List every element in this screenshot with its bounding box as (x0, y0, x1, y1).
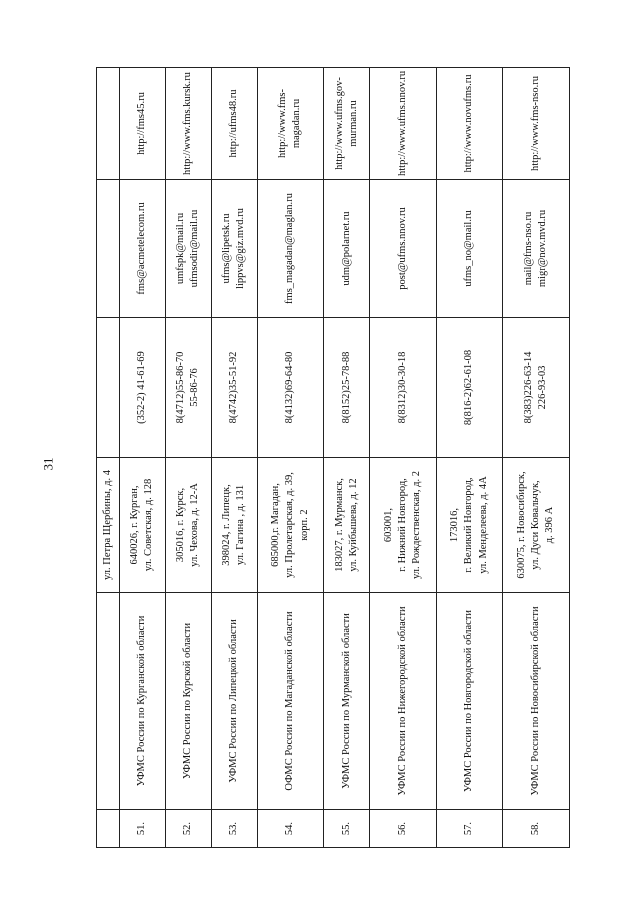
email-line[interactable]: post@ufms.nnov.ru (396, 207, 408, 290)
rotated-table-inner (96, 68, 570, 848)
phone-cell (324, 318, 370, 458)
row-number-cell: 56. (370, 810, 437, 848)
continuation-email-cell (97, 180, 120, 318)
email-line[interactable]: ufms@lipetsk.ru (221, 213, 233, 284)
phone-line: 8(4712)55-86-70 (175, 351, 187, 424)
email-cell (120, 180, 166, 318)
email-line[interactable]: mail@fms-nso.ru (522, 211, 534, 286)
table-row (324, 68, 370, 848)
website-cell (503, 68, 570, 180)
address-line: ул. Советская, д. 128 (143, 478, 155, 572)
address-line: ул. Менделеева, д. 4А (477, 476, 489, 574)
email-line[interactable]: migr@nov.mvd.ru (537, 209, 549, 288)
address-cell (503, 458, 570, 593)
address-cell (211, 458, 257, 593)
address-cell (165, 458, 211, 593)
row-number-cell: 58. (503, 810, 570, 848)
table-row (257, 68, 324, 848)
address-line: 685000,г. Магадан, (270, 483, 282, 567)
row-number-cell: 51. (120, 810, 166, 848)
address-cell (370, 458, 437, 593)
row-number-cell: 57. (436, 810, 503, 848)
continuation-row (97, 68, 120, 848)
address-line: 640026, г. Курган, (129, 485, 141, 565)
phone-line: 8(383)226-63-14 (522, 351, 534, 424)
email-line[interactable]: umfspk@mail.ru (175, 212, 187, 285)
continuation-phone-cell (97, 318, 120, 458)
office-name-cell: ОФМС России по Магаданской области (257, 593, 324, 810)
office-name-cell: УФМС России по Липецкой области (211, 593, 257, 810)
email-line[interactable]: ufmsodir@mail.ru (189, 209, 201, 288)
row-number-cell: 52. (165, 810, 211, 848)
office-name-cell: УФМС России по Курской области (165, 593, 211, 810)
website-cell (211, 68, 257, 180)
address-line: 630075, г. Новосибирск, (515, 471, 527, 579)
email-line[interactable]: udm@polarnet.ru (340, 211, 352, 286)
email-cell (211, 180, 257, 318)
address-line: 173016, (449, 507, 461, 543)
website-line[interactable]: murman.ru (347, 100, 359, 147)
website-line[interactable]: http://ufms48.ru (228, 89, 240, 158)
address-cell (257, 458, 324, 593)
phone-cell (436, 318, 503, 458)
website-cell (165, 68, 211, 180)
website-line[interactable]: http://www.novufms.ru (463, 74, 475, 173)
office-name-cell: УФМС России по Курганской области (120, 593, 166, 810)
continuation-name-cell (97, 593, 120, 810)
row-number-cell: 53. (211, 810, 257, 848)
address-cell (324, 458, 370, 593)
address-line: 183027, г. Мурманск, (333, 478, 345, 572)
website-cell (324, 68, 370, 180)
phone-cell (211, 318, 257, 458)
row-number-cell: 55. (324, 810, 370, 848)
rotated-table-frame (96, 68, 570, 848)
address-line: г. Великий Новгород, (463, 477, 475, 573)
table-row (436, 68, 503, 848)
phone-cell (120, 318, 166, 458)
phone-line: 226-93-03 (537, 365, 549, 410)
email-cell (165, 180, 211, 318)
website-line[interactable]: http://www.fms- (277, 88, 289, 159)
email-cell (257, 180, 324, 318)
address-line: 398024, г. Липецк, (221, 484, 233, 566)
office-name-cell: УФМС России по Новгородской области (436, 593, 503, 810)
email-line[interactable]: lippvs@giz.mvd.ru (235, 208, 247, 289)
table-row (503, 68, 570, 848)
website-line[interactable]: http://www.fms.kursk.ru (182, 72, 194, 175)
phone-cell (165, 318, 211, 458)
office-name-cell: УФМС России по Нижегородской области (370, 593, 437, 810)
row-number-cell: 54. (257, 810, 324, 848)
website-cell (257, 68, 324, 180)
email-cell (370, 180, 437, 318)
phone-line: 8(4742)35-51-92 (228, 351, 240, 424)
website-cell (436, 68, 503, 180)
website-line[interactable]: http://www.ufms.gov- (333, 77, 345, 170)
office-name-cell: УФМС России по Мурманской области (324, 593, 370, 810)
continuation-address-cell: ул. Петра Щербины, д. 4 (97, 458, 120, 593)
phone-line: 8(8152)25-78-88 (340, 351, 352, 424)
address-line: ул. Куйбышева, д. 12 (347, 478, 359, 572)
email-line[interactable]: fms_magadan@maglan.ru (284, 193, 296, 304)
website-line[interactable]: http://www.fms-nso.ru (530, 76, 542, 171)
continuation-site-cell (97, 68, 120, 180)
phone-cell (257, 318, 324, 458)
email-line[interactable]: ufms_no@mail.ru (463, 210, 475, 287)
website-cell (370, 68, 437, 180)
address-cell (120, 458, 166, 593)
phone-cell (503, 318, 570, 458)
address-line: ул. Пролетарская, д. 39, (284, 472, 296, 578)
address-cell (436, 458, 503, 593)
phone-line: (352-2) 41-61-69 (136, 351, 148, 424)
phone-line: 8(8312)30-30-18 (396, 351, 408, 424)
website-line[interactable]: http://fms45.ru (136, 92, 148, 155)
phone-cell (370, 318, 437, 458)
table-row (165, 68, 211, 848)
table-row (370, 68, 437, 848)
website-cell (120, 68, 166, 180)
website-line[interactable]: http://www.ufms.nnov.ru (396, 70, 408, 176)
email-cell (436, 180, 503, 318)
phone-line: 55-86-76 (189, 368, 201, 407)
address-line: г. Нижний Новгород, (396, 478, 408, 572)
address-line: корп. 2 (298, 509, 310, 541)
address-line: ул. Рождественская, д. 2 (411, 471, 422, 579)
address-line: ул. Чехова, д. 12-А (189, 483, 201, 567)
address-line: ул. Дуси Ковальчук, (530, 480, 542, 570)
continuation-num-cell (97, 810, 120, 848)
phone-line: 8(816-2)62-61-08 (463, 349, 475, 426)
address-line: 305016, г. Курск, (175, 487, 187, 563)
page-number: 31 (40, 457, 56, 471)
table-row (211, 68, 257, 848)
phone-line: 8(4132)69-64-80 (284, 351, 296, 424)
email-line[interactable]: fms@acmetelecom.ru (136, 202, 148, 295)
table-row (120, 68, 166, 848)
fms-offices-table (96, 67, 570, 848)
address-line: ул. Гагина , д. 131 (235, 484, 247, 566)
email-cell (324, 180, 370, 318)
address-line: 603001, (382, 507, 394, 543)
office-name-cell: УФМС России по Новосибирской области (503, 593, 570, 810)
address-line: д. 396 А (544, 506, 556, 544)
table-body (97, 68, 570, 848)
email-cell (503, 180, 570, 318)
website-line[interactable]: magadan.ru (291, 98, 303, 149)
